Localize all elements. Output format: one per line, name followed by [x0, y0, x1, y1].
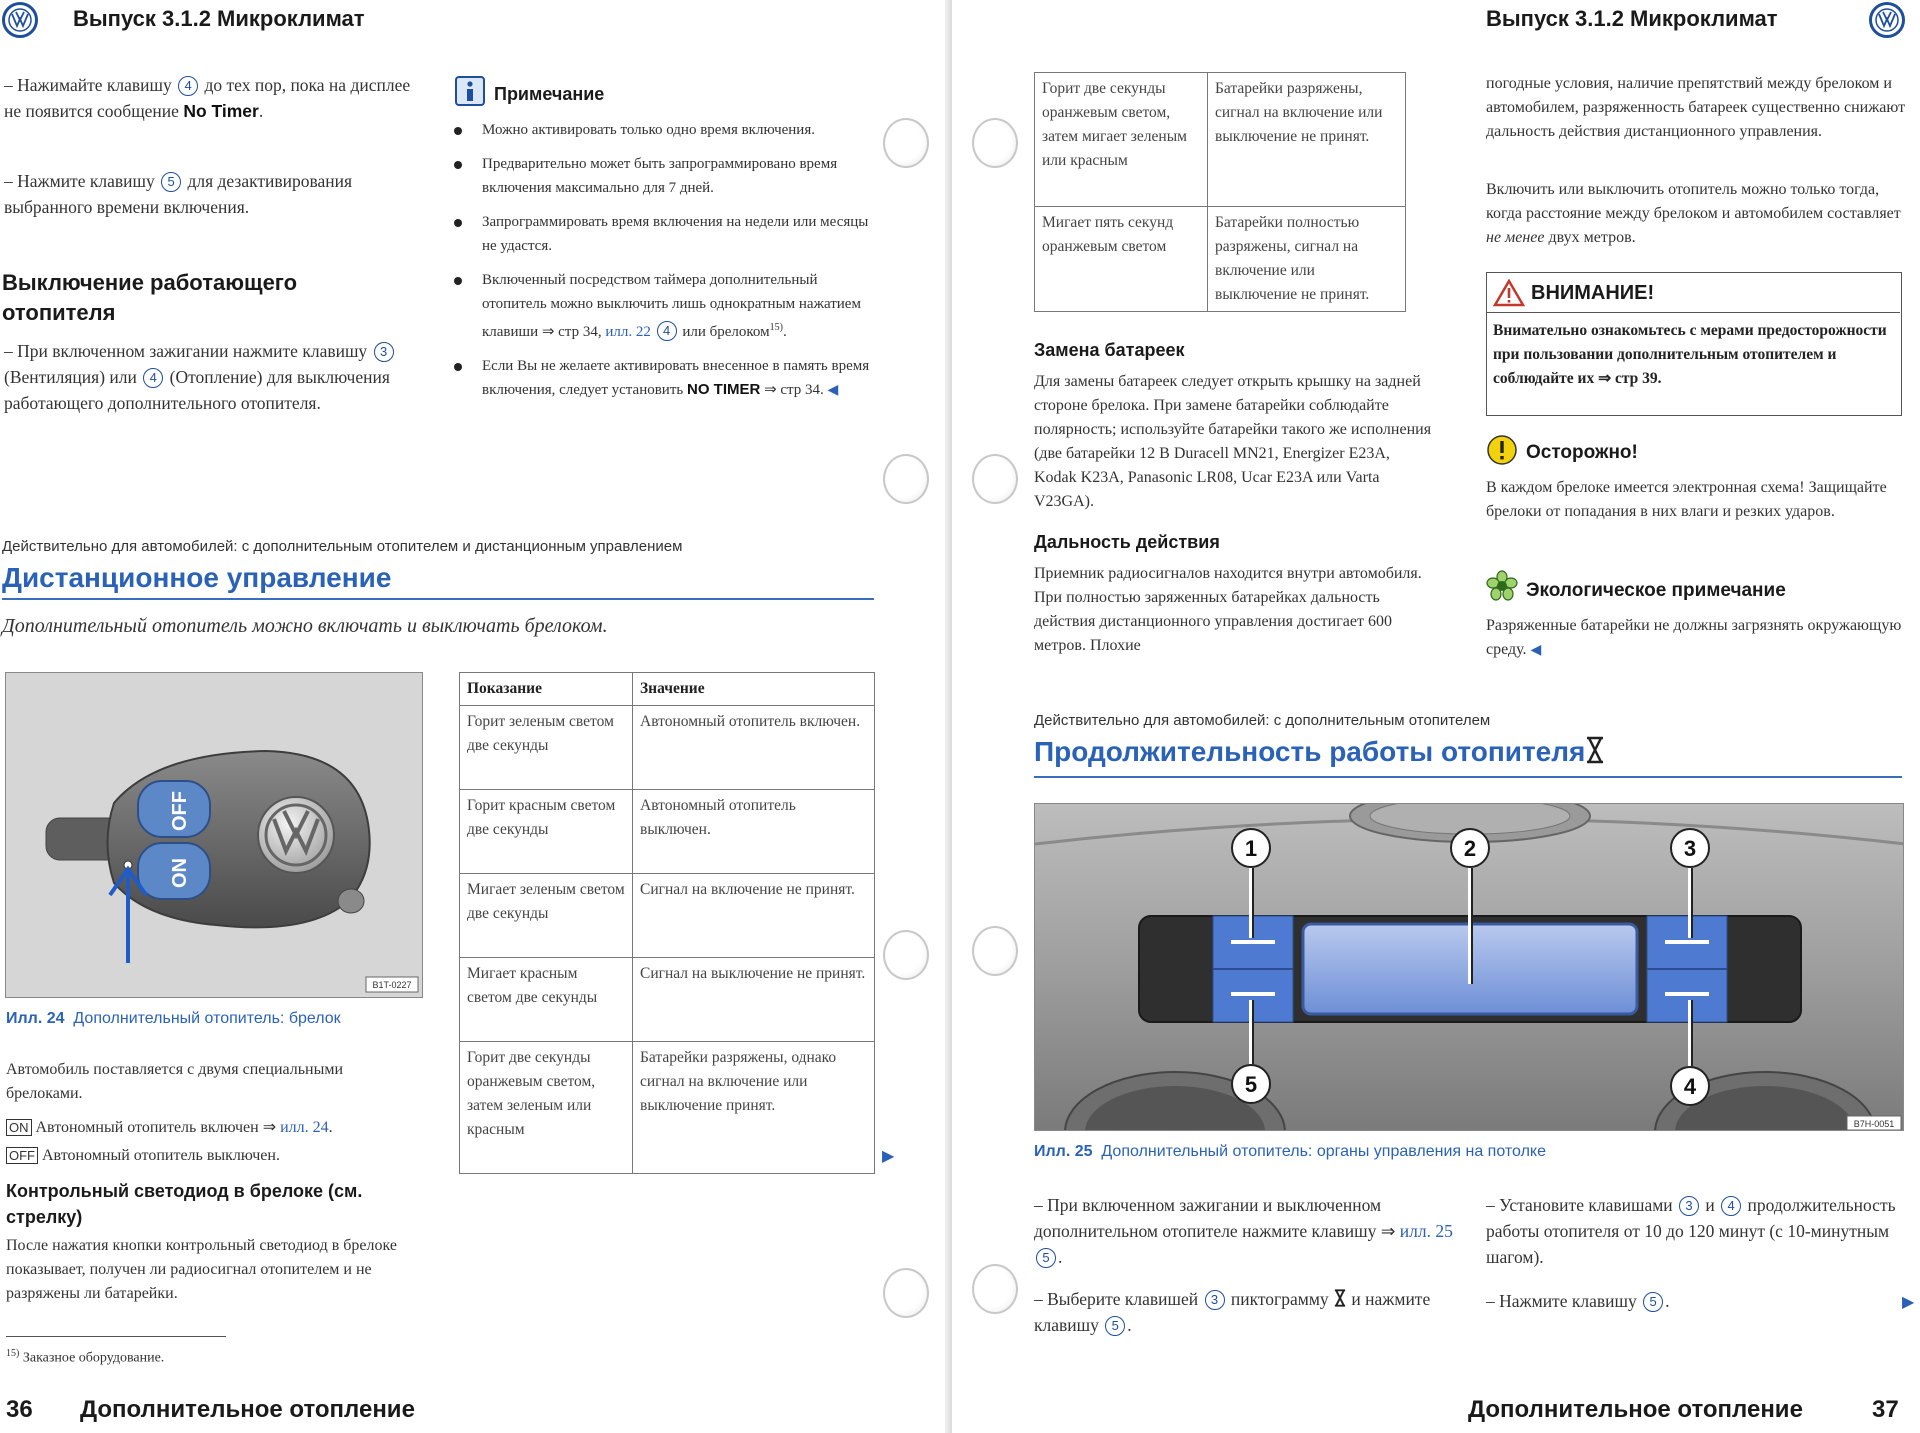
off-badge: OFF	[6, 1147, 38, 1164]
figure-caption: Илл. 25 Дополнительный отопитель: органы управления на потолке	[1034, 1143, 1546, 1160]
battery-text: Для замены батареек следует открыть крышку на задней стороне брелока. При замене батарейки соблюдайте полярность; используйте батарейки такого же исполнения (две батарейки 12 В Duracell MN21, Energizer E23A, Kodak K23A, Panasonic LR08, Ucar E23A или Varta V23GA).	[1034, 373, 1432, 510]
section-rule	[1034, 776, 1902, 778]
caution-title: Осторожно!	[1526, 442, 1638, 463]
end-marker-icon: ◀	[827, 383, 839, 398]
page-number: 37	[1872, 1396, 1899, 1423]
key-5: 5	[161, 172, 181, 192]
note-title: Примечание	[494, 84, 605, 104]
section-rule	[2, 598, 874, 600]
on-badge: ON	[6, 1119, 32, 1136]
warning-text: Внимательно ознакомьтесь с мерами предосторожности при пользовании дополнительным отопителем и соблюдайте их ⇒ стр 39.	[1493, 322, 1887, 387]
led-text: После нажатия кнопки контрольный светодиод в брелоке показывает, получен ли радиосигнал отопителем и не разряжены ли батарейки.	[6, 1237, 397, 1302]
link-ill-25[interactable]: илл. 25	[1399, 1221, 1453, 1241]
eco-text: Разряженные батарейки не должны загрязнять окружающую среду. ◀	[1486, 617, 1902, 658]
table-header: Значение	[633, 673, 875, 706]
warning-title: ВНИМАНИЕ!	[1531, 282, 1655, 304]
key-5: 5	[1105, 1316, 1125, 1336]
warning-box	[1486, 272, 1902, 416]
key-5: 5	[1643, 1292, 1663, 1312]
step-confirm: – Нажмите клавишу 5 .	[1486, 1291, 1670, 1311]
heading-switch-off: Выключение работающего отопителя	[2, 270, 298, 325]
figure-code: B7H-0051	[1853, 1119, 1895, 1129]
eco-flower-icon	[1486, 570, 1518, 602]
end-marker-icon: ◀	[1530, 643, 1542, 658]
validity-note: Действительно для автомобилей: с дополнительным отопителем	[1034, 712, 1491, 729]
table-row: Горит две секунды оранжевым светом, затем зеленым или красным Батарейки разряжены, однако сигнал на включение или выключение принят.	[460, 1042, 875, 1174]
key-4: 4	[143, 368, 163, 388]
callout-label: 2	[1463, 836, 1477, 861]
footnote: $^{15)}$ Заказное оборудование.	[6, 1348, 165, 1366]
binder-hole	[972, 118, 1018, 168]
table-row: Горит зеленым светом две секунды Автономный отопитель включен.	[460, 706, 875, 790]
link-ill-22[interactable]: илл. 22	[605, 324, 651, 340]
continue-arrow-icon: ▶	[1902, 1294, 1915, 1311]
step-deactivate: – Нажмите клавишу 5 для дезактивирования выбранного времени включения.	[4, 171, 353, 217]
step-select-icon: – Выберите клавишей 3 пиктограмму и нажмите клавишу 5 .	[1034, 1289, 1431, 1335]
key-3: 3	[1205, 1290, 1225, 1310]
section-title: Продолжительность работы отопителя	[1034, 736, 1605, 768]
table-row: Горит красным светом две секунды Автономный отопитель выключен.	[460, 790, 875, 874]
on-legend: ON Автономный отопитель включен ⇒ илл. 24.	[6, 1116, 426, 1140]
table-row: Мигает зеленым светом две секунды Сигнал на включение не принят.	[460, 874, 875, 958]
body-text: Автомобиль поставляется с двумя специальными брелоками.	[6, 1061, 344, 1102]
binder-hole	[972, 926, 1018, 976]
section-title: Дистанционное управление	[2, 562, 392, 593]
note-item: Включенный посредством таймера дополнительный отопитель можно выключить лишь однократным нажатием клавиши ⇒ стр 34, илл. 22 4 или брелоком$^{15)}$.	[452, 268, 872, 344]
eco-title: Экологическое примечание	[1526, 580, 1786, 601]
hourglass-icon	[1585, 736, 1605, 764]
caution-text: В каждом брелоке имеется электронная схема! Защищайте брелоки от попадания в них влаги и резких ударов.	[1486, 479, 1887, 520]
page-number: 36	[6, 1396, 33, 1423]
footer-title: Дополнительное отопление	[1468, 1396, 1803, 1423]
off-legend: OFF Автономный отопитель выключен.	[6, 1144, 426, 1168]
step-press-key: – При включенном зажигании и выключенном дополнительном отопителе нажмите клавишу ⇒ илл. 25 5 .	[1034, 1195, 1453, 1267]
key-3: 3	[374, 342, 394, 362]
section-intro: Дополнительный отопитель можно включать и выключать брелоком.	[2, 615, 608, 637]
footnote-ref: 15)	[769, 322, 783, 333]
binder-hole	[883, 1268, 929, 1318]
step-switch-off: – При включенном зажигании нажмите клавишу 3 (Вентиляция) или 4 (Отопление) для выключения работающего дополнительного отопителя.	[4, 338, 414, 416]
led-heading: Контрольный светодиод в брелоке (см. стрелку)	[6, 1181, 363, 1227]
continue-arrow-icon: ▶	[882, 1148, 895, 1165]
battery-heading: Замена батареек	[1034, 340, 1185, 360]
note-item: Запрограммировать время включения на недели или месяцы не удастся.	[452, 210, 872, 258]
note-item: Если Вы не желаете активировать внесенное в память время включения, следует установить NO TIMER ⇒ стр 34. ◀	[452, 354, 872, 403]
footer-title: Дополнительное отопление	[80, 1396, 415, 1423]
callout-label: 5	[1244, 1072, 1258, 1097]
distance-text: Включить или выключить отопитель можно только тогда, когда расстояние между брелоком и автомобилем составляет не менее двух метров.	[1486, 181, 1901, 246]
key-4: 4	[657, 321, 677, 341]
step-set-duration: – Установите клавишами 3 и 4 продолжительность работы отопителя от 10 до 120 минут (с 10-минутным шагом).	[1486, 1195, 1896, 1267]
header-title: Выпуск 3.1.2 Микроклимат	[73, 6, 365, 31]
warning-triangle-icon	[1493, 279, 1525, 307]
callout-label: 1	[1244, 836, 1258, 861]
indicator-table	[459, 672, 875, 1174]
right-page	[952, 0, 1920, 1433]
key-5: 5	[1036, 1248, 1056, 1268]
key-4: 4	[1721, 1196, 1741, 1216]
hourglass-icon	[1333, 1289, 1347, 1307]
left-page	[0, 0, 952, 1433]
binder-hole	[972, 454, 1018, 504]
on-label: ON	[169, 858, 191, 888]
note-item: Можно активировать только одно время включения.	[452, 118, 872, 142]
table-row: Горит две секунды оранжевым светом, затем мигает зеленым или красным Батарейки разряжены, сигнал на включение или выключение не принят.	[1035, 73, 1406, 207]
table-row: Мигает пять секунд оранжевым светом Батарейки полностью разряжены, сигнал на включение или выключение не принят.	[1035, 207, 1406, 312]
header-title: Выпуск 3.1.2 Микроклимат	[1486, 6, 1778, 31]
indicator-table-continued	[1034, 72, 1406, 312]
figure-keyfob	[5, 672, 423, 998]
binder-hole	[883, 930, 929, 980]
validity-note: Действительно для автомобилей: с дополнительным отопителем и дистанционным управлением	[2, 538, 683, 555]
binder-hole	[883, 118, 929, 168]
figure-caption: Илл. 24 Дополнительный отопитель: брелок	[6, 1010, 341, 1027]
figure-roof-controls	[1034, 803, 1904, 1131]
callout-label: 3	[1683, 836, 1697, 861]
link-ill-24[interactable]: илл. 24	[280, 1119, 329, 1136]
note-item: Предварительно может быть запрограммировано время включения максимально для 7 дней.	[452, 152, 872, 200]
footnote-rule	[6, 1336, 226, 1337]
vw-logo-icon	[2, 2, 38, 38]
vw-logo-icon	[1869, 2, 1905, 38]
caution-icon	[1486, 434, 1518, 466]
off-label: OFF	[169, 791, 191, 831]
table-row: Мигает красным светом две секунды Сигнал на выключение не принят.	[460, 958, 875, 1042]
note-list	[452, 118, 872, 413]
binder-hole	[883, 454, 929, 504]
figure-code: B1T-0227	[372, 980, 412, 990]
binder-hole	[972, 1264, 1018, 1314]
table-header: Показание	[460, 673, 633, 706]
info-icon	[455, 76, 485, 106]
step-no-timer: – Нажимайте клавишу 4 до тех пор, пока на дисплее не появится сообщение No Timer.	[4, 75, 411, 121]
callout-label: 4	[1683, 1074, 1697, 1099]
range-text-continued: погодные условия, наличие препятствий между брелоком и автомобилем, разряженность батареек существенно снижают дальность действия дистанционного управления.	[1486, 75, 1906, 140]
key-3: 3	[1679, 1196, 1699, 1216]
range-text: Приемник радиосигналов находится внутри автомобиля. При полностью заряженных батарейках дальность действия дистанционного управления достигает 600 метров. Плохие	[1034, 565, 1422, 654]
range-heading: Дальность действия	[1034, 532, 1220, 552]
key-4: 4	[178, 76, 198, 96]
